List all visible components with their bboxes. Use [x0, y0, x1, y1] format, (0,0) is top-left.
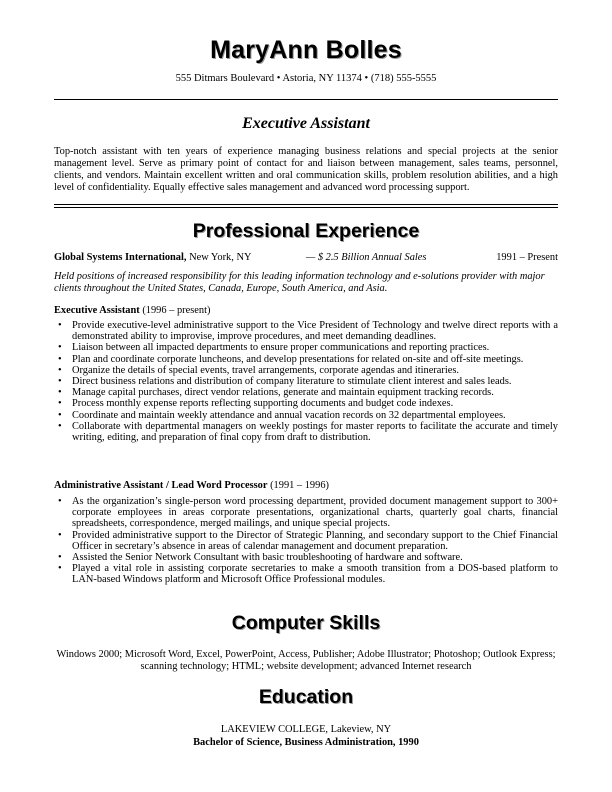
job-years: 1991 – Present: [496, 252, 558, 263]
role-header: [54, 480, 329, 491]
company-revenue: — $ 2.5 Billion Annual Sales: [306, 252, 427, 263]
role-title: Executive Assistant: [54, 305, 140, 316]
list-item: • Liaison between all impacted departments to ensure proper communications and reporting practices.: [54, 342, 558, 353]
skills-heading: Computer Skills: [231, 612, 381, 634]
list-item: • Played a vital role in assisting corporate secretaries to make a smooth transition from a DOS-based platform to LAN-based Windows platform and Microsoft Office Professional modules.: [54, 563, 558, 585]
role-header: [54, 305, 210, 316]
list-item: • Organize the details of special events, travel arrangements, corporate agendas and itineraries.: [54, 365, 558, 376]
list-item: • Plan and coordinate corporate luncheons, and develop presentations for related on-site and off-site meetings.: [54, 354, 558, 365]
list-item: • Manage capital purchases, direct vendor relations, generate and maintain equipment tracking records.: [54, 387, 558, 398]
list-item: • Collaborate with departmental managers on weekly postings for master reports to facilitate the accurate and timely writing, editing, and preparation of final copy from draft to distribution.: [54, 421, 558, 443]
objective-title: Executive Assistant: [242, 115, 370, 132]
role-dates: (1996 – present): [139, 305, 211, 316]
company-description: Held positions of increased responsibility for this leading information technology and e-solutions provider with major clients throughout the United States, Canada, Europe, South America, and Asia.: [54, 271, 545, 295]
company-location: New York, NY: [186, 252, 252, 263]
list-item: • Provided administrative support to the Director of Strategic Planning, and secondary support to the Chief Financial Officer in secretary’s absence in areas of calendar management and document preparation.: [54, 530, 558, 552]
list-item: • Coordinate and maintain weekly attendance and annual vacation records on 32 departmental employees.: [54, 410, 558, 421]
degree: Bachelor of Science, Business Administration, 1990: [193, 737, 419, 748]
skills-text: Windows 2000; Microsoft Word, Excel, PowerPoint, Access, Publisher; Adobe Illustrator; Photoshop; Outlook Express; scanning technology; HTML; website development; advanced Internet research: [56, 649, 556, 673]
list-item: • Provide executive-level administrative support to the Vice President of Technology and twelve direct reports with a demonstrated ability to improvise, improve procedures, and meet demanding deadlines.: [54, 320, 558, 342]
summary-divider: [54, 204, 558, 208]
job-header: [54, 252, 558, 263]
list-item: • Direct business relations and distribution of company literature to stimulate client interest and sales leads.: [54, 376, 558, 387]
company-name: Global Systems International,: [54, 252, 187, 263]
role-title: Administrative Assistant / Lead Word Processor: [54, 480, 268, 491]
header-divider: [54, 99, 558, 100]
summary-paragraph: Top-notch assistant with ten years of experience managing business relations and special projects at the senior management level. Serve as primary point of contact for and liaison between management, sales teams, personnel, clients, and vendors. Maintain excellent written and oral communication skills, problem resolution abilities, and a high level of confidentiality. Equally effective sales management and advanced word processing support.: [54, 146, 558, 194]
list-item: • As the organization’s single-person word processing department, provided document management support to 300+ corporate employees in areas corporate presentations, organizational charts, quarterly goal charts, financial spreadsheets, correspondence, merged mailings, and unique special projects.: [54, 496, 558, 530]
role-duties-list: [54, 496, 558, 586]
role-dates: (1991 – 1996): [267, 480, 329, 491]
education-heading: Education: [258, 686, 354, 708]
contact-line: 555 Ditmars Boulevard • Astoria, NY 11374 • (718) 555-5555: [175, 73, 437, 84]
candidate-name: MaryAnn Bolles: [210, 36, 402, 64]
list-item: • Process monthly expense reports reflecting supporting documents and budget code indexes.: [54, 398, 558, 409]
role-duties-list: [54, 320, 558, 443]
school-name: LAKEVIEW COLLEGE, Lakeview, NY: [220, 724, 392, 735]
list-item: • Assisted the Senior Network Consultant with basic troubleshooting of hardware and software.: [54, 552, 558, 563]
experience-heading: Professional Experience: [192, 220, 420, 242]
